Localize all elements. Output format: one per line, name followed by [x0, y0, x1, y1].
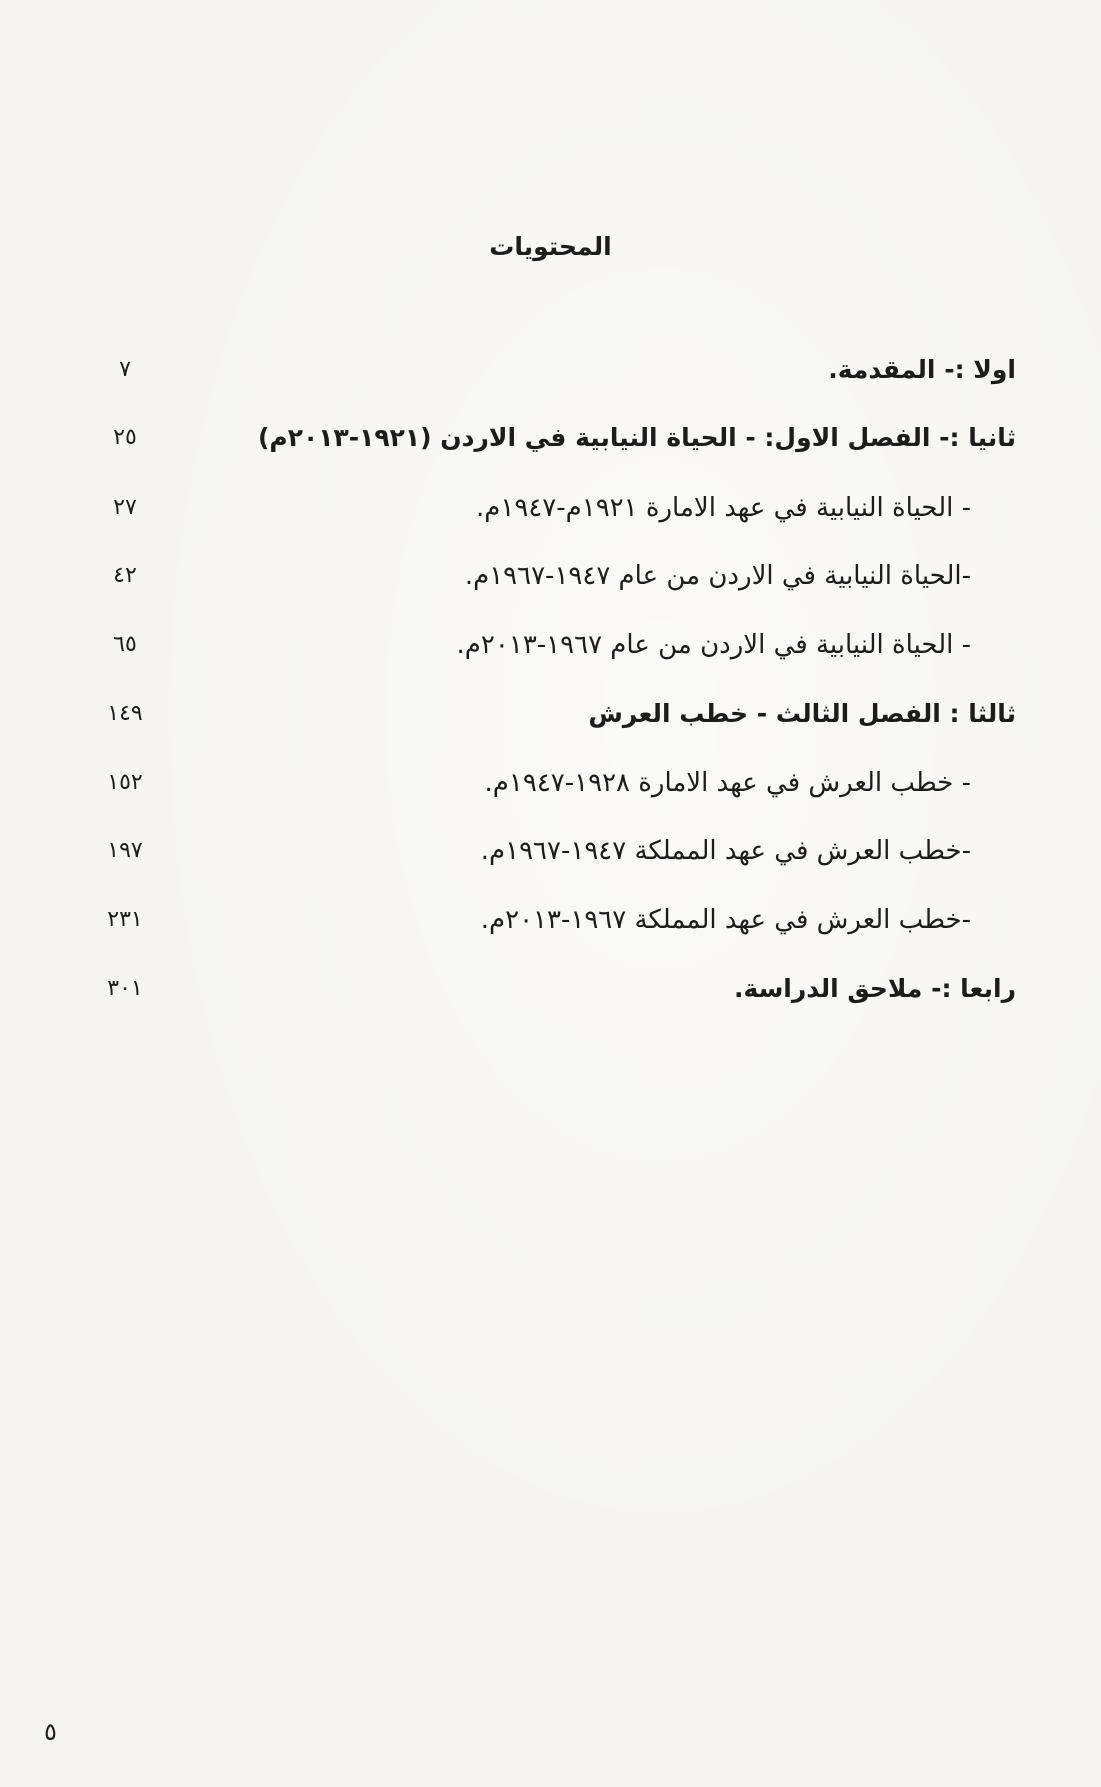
toc-entry [0, 684, 1101, 764]
toc-entry [0, 890, 1101, 970]
toc-entry-title: - خطب العرش في عهد الامارة ١٩٢٨-١٩٤٧م. [484, 768, 971, 798]
toc-entry-title: - الحياة النيابية في عهد الامارة ١٩٢١م-١٩٤٧م. [476, 493, 971, 523]
toc-entry-page: ١٥٢ [107, 770, 143, 795]
toc-entry-page: ٣٠١ [107, 976, 143, 1001]
toc-entry-page: ٦٥ [113, 632, 137, 657]
toc-entry-title: ثالثا : الفصل الثالث - خطب العرش [588, 699, 1016, 728]
toc-entry [0, 959, 1101, 1039]
toc-entry-page: ٢٥ [113, 425, 137, 450]
toc-entry-title: اولا :- المقدمة. [828, 355, 1016, 384]
toc-entry-title: ثانيا :- الفصل الاول: - الحياة النيابية في الاردن (١٩٢١-٢٠١٣م) [257, 423, 1016, 452]
toc-entry [0, 615, 1101, 695]
toc-entry-page: ٤٢ [113, 563, 137, 588]
toc-entry [0, 821, 1101, 901]
toc-entry-page: ١٩٧ [107, 838, 143, 863]
toc-entry-title: -خطب العرش في عهد المملكة ١٩٤٧-١٩٦٧م. [480, 836, 971, 866]
toc-entry-title: -الحياة النيابية في الاردن من عام ١٩٤٧-١٩٦٧م. [464, 561, 971, 591]
toc-entry [0, 408, 1101, 488]
toc-entry-title: رابعا :- ملاحق الدراسة. [734, 974, 1016, 1003]
toc-entry-page: ٢٣١ [107, 907, 143, 932]
page-title: المحتويات [489, 232, 612, 261]
toc-entry-page: ٢٧ [113, 495, 137, 520]
toc-entry-page: ١٤٩ [107, 701, 143, 726]
toc-entry-title: - الحياة النيابية في الاردن من عام ١٩٦٧-٢٠١٣م. [456, 630, 971, 660]
toc-entry [0, 546, 1101, 626]
toc-entry-page: ٧ [119, 357, 131, 382]
page-number: ٥ [44, 1718, 57, 1746]
toc-entry-title: -خطب العرش في عهد المملكة ١٩٦٧-٢٠١٣م. [480, 905, 971, 935]
table-of-contents [0, 340, 1101, 1100]
